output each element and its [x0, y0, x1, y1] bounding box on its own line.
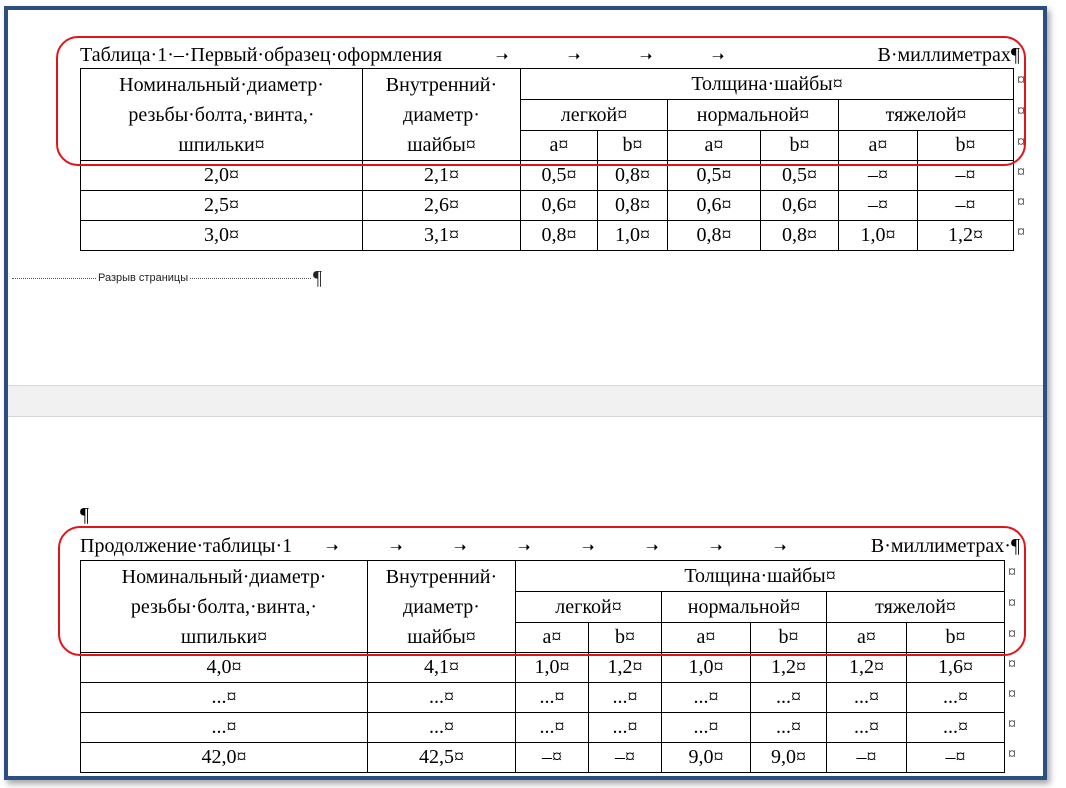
table-cell[interactable]: 0,6¤	[521, 191, 598, 221]
header-line: резьбы·болта,·винта,·	[130, 595, 318, 618]
header-sub-b[interactable]: b¤	[907, 623, 1005, 653]
table-cell[interactable]: 0,8¤	[761, 221, 839, 251]
table-cell[interactable]: –¤	[839, 161, 918, 191]
table-row	[81, 161, 1014, 191]
header-nominal-diameter[interactable]	[81, 69, 363, 161]
tab-arrow-icon: ➝	[453, 540, 467, 556]
tab-arrow-icon: ➝	[645, 540, 659, 556]
table-cell[interactable]: 4,0¤	[81, 653, 368, 683]
paragraph-mark: ¶	[312, 266, 322, 289]
page-separator	[8, 385, 1043, 417]
table-cell[interactable]: –¤	[589, 743, 662, 773]
table-cell[interactable]: 0,5¤	[761, 161, 839, 191]
header-line: Внутренний·	[385, 73, 498, 96]
table-cell[interactable]: ...¤	[662, 683, 751, 713]
table-cell[interactable]: 0,5¤	[668, 161, 761, 191]
header-sub-a[interactable]: a¤	[516, 623, 589, 653]
header-sub-a[interactable]: a¤	[839, 131, 918, 161]
tab-arrow-icon: ➝	[389, 540, 403, 556]
header-sub-b[interactable]: b¤	[761, 131, 839, 161]
table-cell[interactable]: 0,8¤	[521, 221, 598, 251]
table-cell[interactable]: –¤	[918, 191, 1014, 221]
table-row	[81, 683, 1005, 713]
tab-arrow-icon: ➝	[773, 540, 787, 556]
table-cell[interactable]: 3,1¤	[363, 221, 521, 251]
header-line: шайбы¤	[407, 625, 476, 648]
table-cell[interactable]: –¤	[918, 161, 1014, 191]
table2-units: В·миллиметрах·¶	[870, 535, 1020, 557]
table-cell[interactable]: 1,0¤	[662, 653, 751, 683]
table2-caption-text: Продолжение·таблицы·1	[80, 535, 293, 557]
end-of-row-mark: ¤	[1008, 626, 1016, 643]
table-cell[interactable]: 0,8¤	[598, 161, 668, 191]
table-cell[interactable]: 3,0¤	[81, 221, 363, 251]
header-thickness[interactable]: Толщина·шайбы¤	[516, 561, 1005, 592]
table-cell[interactable]: 1,0¤	[598, 221, 668, 251]
end-of-row-mark: ¤	[1017, 224, 1025, 241]
header-sub-b[interactable]: b¤	[598, 131, 668, 161]
header-line: Внутренний·	[385, 565, 498, 588]
table-cell[interactable]: ...¤	[368, 713, 516, 743]
table-cell[interactable]: 1,0¤	[839, 221, 918, 251]
page-break-line	[12, 278, 96, 279]
table-cell[interactable]: –¤	[827, 743, 907, 773]
table-cell[interactable]: ...¤	[81, 713, 368, 743]
header-line: шайбы¤	[407, 133, 476, 156]
end-of-row-mark: ¤	[1008, 656, 1016, 673]
header-line: резьбы·болта,·винта,·	[128, 103, 315, 126]
page-break-label: Разрыв страницы	[98, 272, 189, 284]
header-sub-a[interactable]: a¤	[668, 131, 761, 161]
end-of-row-mark: ¤	[1008, 686, 1016, 703]
header-light[interactable]: легкой¤	[516, 592, 662, 623]
header-sub-a[interactable]: a¤	[827, 623, 907, 653]
table1[interactable]	[80, 68, 1014, 251]
page-break[interactable]	[12, 266, 322, 289]
end-of-row-mark: ¤	[1017, 103, 1025, 120]
document-window	[4, 6, 1047, 780]
tab-arrow-icon: ➝	[495, 49, 509, 65]
header-line: шпильки¤	[178, 133, 265, 156]
tab-arrow-icon: ➝	[711, 49, 725, 65]
header-light[interactable]: легкой¤	[521, 100, 668, 131]
table-cell[interactable]: 9,0¤	[751, 743, 827, 773]
end-of-row-mark: ¤	[1008, 595, 1016, 612]
table-cell[interactable]: ...¤	[368, 683, 516, 713]
page-break-line	[190, 278, 311, 279]
tab-arrow-icon: ➝	[325, 540, 339, 556]
header-normal[interactable]: нормальной¤	[662, 592, 827, 623]
table2-caption[interactable]	[80, 535, 1020, 558]
table-cell[interactable]: 2,1¤	[363, 161, 521, 191]
header-heavy[interactable]: тяжелой¤	[827, 592, 1005, 623]
end-of-row-mark: ¤	[1017, 72, 1025, 89]
table-row	[81, 221, 1014, 251]
table-cell[interactable]: ...¤	[589, 683, 662, 713]
header-normal[interactable]: нормальной¤	[668, 100, 839, 131]
table-cell[interactable]: 42,5¤	[368, 743, 516, 773]
table-cell[interactable]: 0,6¤	[668, 191, 761, 221]
tab-arrow-icon: ➝	[639, 49, 653, 65]
header-line: диаметр·	[403, 595, 480, 618]
header-line: Номинальный·диаметр·	[119, 73, 324, 96]
end-of-row-mark: ¤	[1017, 164, 1025, 181]
table-cell[interactable]: ...¤	[516, 713, 589, 743]
table-cell[interactable]: –¤	[516, 743, 589, 773]
tab-arrows	[466, 47, 754, 66]
table-cell[interactable]: 1,2¤	[827, 653, 907, 683]
table-cell[interactable]: 1,2¤	[589, 653, 662, 683]
table-cell[interactable]: 1,6¤	[907, 653, 1005, 683]
tab-arrow-icon: ➝	[581, 540, 595, 556]
table-cell[interactable]: 1,2¤	[751, 653, 827, 683]
table-cell[interactable]: ...¤	[751, 713, 827, 743]
table-cell[interactable]: 4,1¤	[368, 653, 516, 683]
header-sub-b[interactable]: b¤	[751, 623, 827, 653]
table1-units: В·миллиметрах¶	[877, 44, 1020, 66]
table-cell[interactable]: 2,0¤	[81, 161, 363, 191]
table-cell[interactable]: –¤	[907, 743, 1005, 773]
table-cell[interactable]: 0,6¤	[761, 191, 839, 221]
table-row	[81, 713, 1005, 743]
table-cell[interactable]: ...¤	[751, 683, 827, 713]
table-cell[interactable]: 9,0¤	[662, 743, 751, 773]
table-cell[interactable]: 2,5¤	[81, 191, 363, 221]
table1-caption-text: Таблица·1·–·Первый·образец·оформления	[80, 44, 443, 66]
table-cell[interactable]: 0,8¤	[668, 221, 761, 251]
table-cell[interactable]: 1,0¤	[516, 653, 589, 683]
table1-caption[interactable]	[80, 44, 1020, 67]
table-cell[interactable]: 0,5¤	[521, 161, 598, 191]
table-cell[interactable]: –¤	[839, 191, 918, 221]
header-sub-b[interactable]: b¤	[918, 131, 1014, 161]
table-row	[81, 191, 1014, 221]
table2[interactable]	[80, 560, 1005, 773]
end-of-row-mark: ¤	[1008, 746, 1016, 763]
end-of-row-mark: ¤	[1008, 564, 1016, 581]
table-row	[81, 743, 1005, 773]
tab-arrow-icon: ➝	[709, 540, 723, 556]
end-of-row-mark: ¤	[1017, 194, 1025, 211]
table-cell[interactable]: 2,6¤	[363, 191, 521, 221]
table-cell[interactable]: ...¤	[827, 713, 907, 743]
table-cell[interactable]: ...¤	[589, 713, 662, 743]
table-cell[interactable]: ...¤	[827, 683, 907, 713]
table-cell[interactable]: ...¤	[907, 683, 1005, 713]
header-heavy[interactable]: тяжелой¤	[839, 100, 1014, 131]
header-thickness[interactable]: Толщина·шайбы¤	[521, 69, 1014, 100]
table-cell[interactable]: 1,2¤	[918, 221, 1014, 251]
header-line: Номинальный·диаметр·	[121, 565, 327, 588]
tab-arrow-icon: ➝	[517, 540, 531, 556]
header-inner-diameter[interactable]	[368, 561, 516, 653]
table-cell[interactable]: ...¤	[907, 713, 1005, 743]
header-line: диаметр·	[403, 103, 480, 126]
table-cell[interactable]: ...¤	[81, 683, 368, 713]
table-cell[interactable]: ...¤	[662, 713, 751, 743]
header-sub-b[interactable]: b¤	[589, 623, 662, 653]
tab-arrows	[300, 538, 812, 557]
empty-paragraph-mark: ¶	[80, 504, 90, 526]
header-inner-diameter[interactable]	[363, 69, 521, 161]
header-sub-a[interactable]: a¤	[521, 131, 598, 161]
tab-arrow-icon: ➝	[567, 49, 581, 65]
table-cell[interactable]: ...¤	[516, 683, 589, 713]
header-line: шпильки¤	[180, 625, 268, 648]
end-of-row-mark: ¤	[1017, 134, 1025, 151]
table-cell[interactable]: 0,8¤	[598, 191, 668, 221]
table-cell[interactable]: 42,0¤	[81, 743, 368, 773]
table-row	[81, 653, 1005, 683]
end-of-row-mark: ¤	[1008, 716, 1016, 733]
header-sub-a[interactable]: a¤	[662, 623, 751, 653]
header-nominal-diameter[interactable]	[81, 561, 368, 653]
